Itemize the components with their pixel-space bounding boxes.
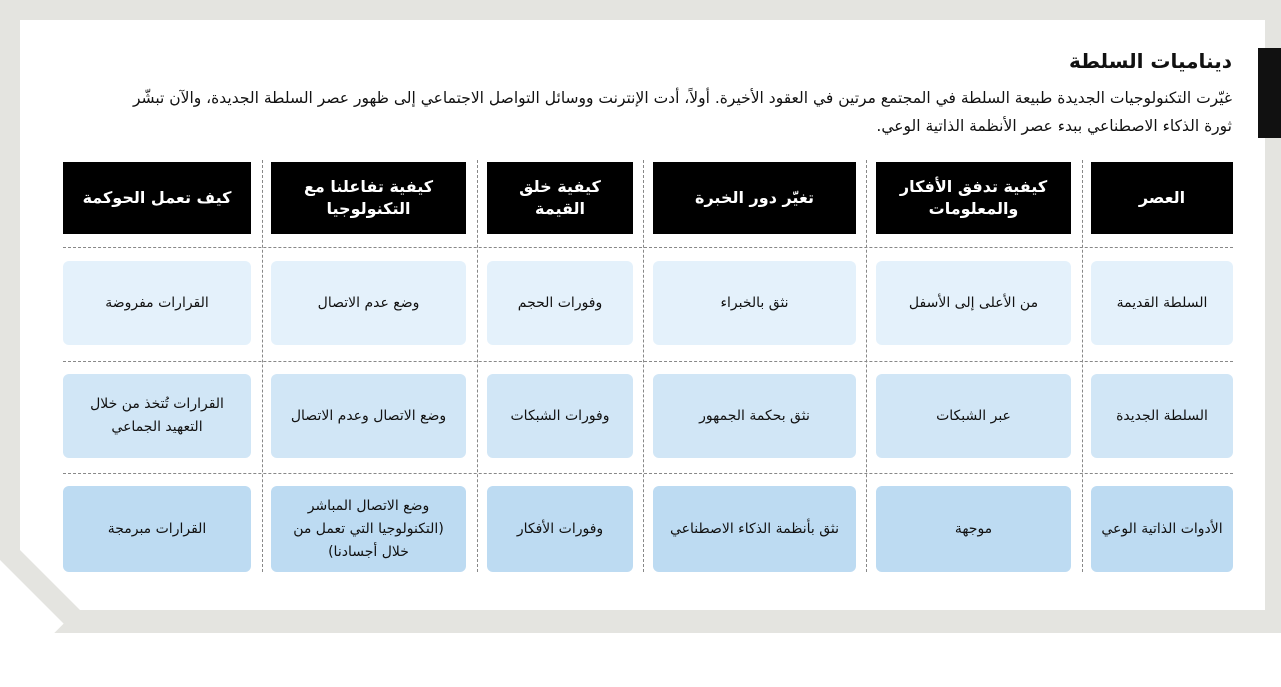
table-cell-technology-interaction: وضع الاتصال وعدم الاتصال — [271, 374, 466, 458]
column-divider — [477, 160, 478, 572]
row-divider — [63, 361, 1233, 362]
section-marker-tab — [1258, 48, 1281, 138]
intro-paragraph: غيّرت التكنولوجيات الجديدة طبيعة السلطة في المجتمع مرتين في العقود الأخيرة. أولاً، أدت الإنترنت ووسائل التواصل الاجتماعي إلى ظهور عصر السلطة الجديدة، والآن تبشّر ثورة الذكاء الاصطناعي ببدء عصر الأنظمة الذاتية الوعي. — [132, 89, 1232, 135]
table-cell-value-creation: وفورات الأفكار — [487, 486, 633, 572]
header-technology-interaction: كيفية تفاعلنا مع التكنولوجيا — [271, 162, 466, 234]
table-cell-expertise: نثق بالخبراء — [653, 261, 856, 345]
table-cell-governance: القرارات مبرمجة — [63, 486, 251, 572]
table-cell-information-flow: عبر الشبكات — [876, 374, 1071, 458]
table-cell-era: السلطة الجديدة — [1091, 374, 1233, 458]
header-expertise: تغيّر دور الخبرة — [653, 162, 856, 234]
table-cell-era: السلطة القديمة — [1091, 261, 1233, 345]
row-divider — [63, 247, 1233, 248]
column-divider — [262, 160, 263, 572]
table-cell-governance: القرارات تُتخذ من خلال التعهيد الجماعي — [63, 374, 251, 458]
table-cell-era: الأدوات الذاتية الوعي — [1091, 486, 1233, 572]
table-cell-information-flow: موجهة — [876, 486, 1071, 572]
header-value-creation: كيفية خلق القيمة — [487, 162, 633, 234]
table-cell-value-creation: وفورات الشبكات — [487, 374, 633, 458]
table-cell-information-flow: من الأعلى إلى الأسفل — [876, 261, 1071, 345]
table-cell-governance: القرارات مفروضة — [63, 261, 251, 345]
table-cell-expertise: نثق بحكمة الجمهور — [653, 374, 856, 458]
table-cell-technology-interaction: وضع الاتصال المباشر (التكنولوجيا التي تعمل من خلال أجسادنا) — [271, 486, 466, 572]
row-divider — [63, 473, 1233, 474]
table-cell-technology-interaction: وضع عدم الاتصال — [271, 261, 466, 345]
header-era: العصر — [1091, 162, 1233, 234]
header-governance: كيف تعمل الحوكمة — [63, 162, 251, 234]
page-title: ديناميات السلطة — [1068, 49, 1232, 73]
table-cell-value-creation: وفورات الحجم — [487, 261, 633, 345]
column-divider — [866, 160, 867, 572]
column-divider — [643, 160, 644, 572]
column-divider — [1082, 160, 1083, 572]
header-information-flow: كيفية تدفق الأفكار والمعلومات — [876, 162, 1071, 234]
table-cell-expertise: نثق بأنظمة الذكاء الاصطناعي — [653, 486, 856, 572]
